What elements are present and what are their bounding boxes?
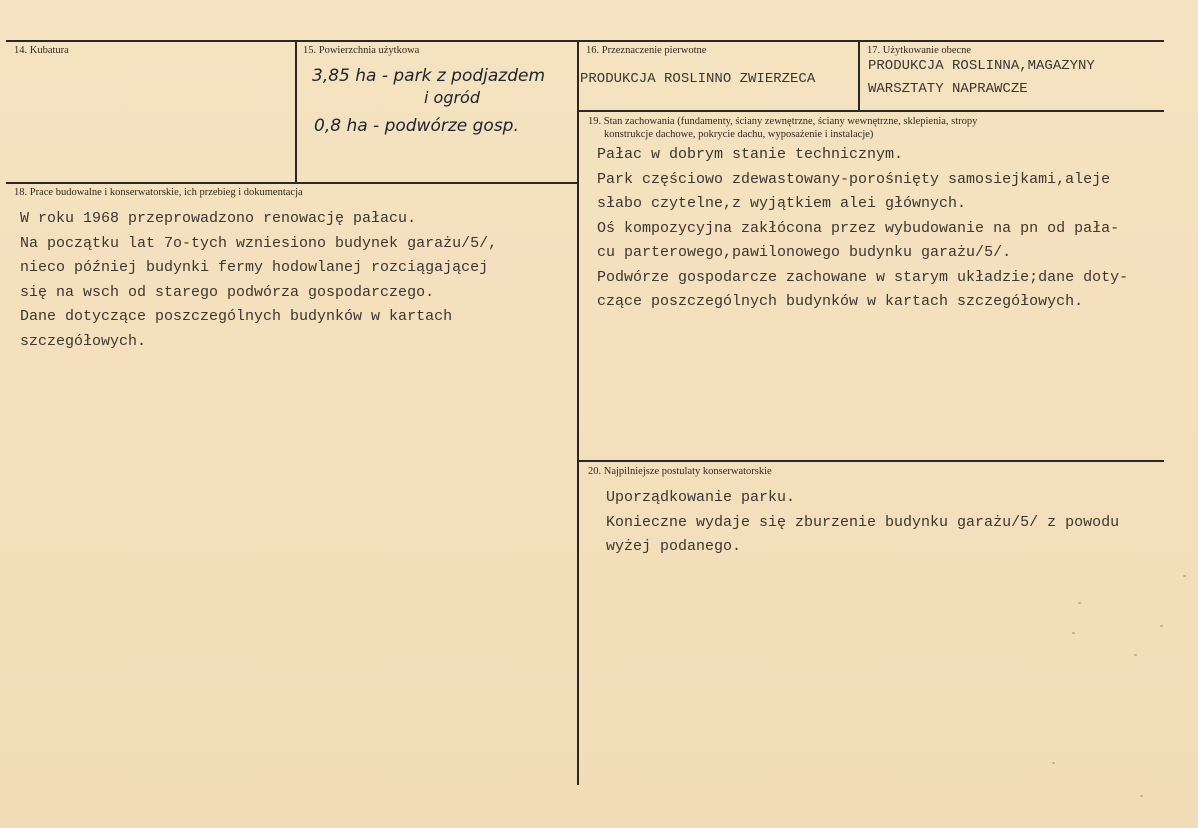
top-rule [6,40,1164,42]
field-15-label: 15. Powierzchnia użytkowa [303,45,420,56]
field-16-label: 16. Przeznaczenie pierwotne [586,45,707,56]
field-18-line: szczegółowych. [20,332,147,350]
field-18-text [20,207,497,354]
field-20-line: Uporządkowanie parku. [606,489,796,506]
field-20-line: wyżej podanego. [606,538,742,555]
field-18-line: się na wsch od starego podwórza gospodarczego. [20,283,435,301]
field-19-label-line1: 19. Stan zachowania (fundamenty, ściany zewnętrzne, ściany wewnętrzne, sklepienia, stropy [588,116,978,127]
rule-left-mid [6,182,578,184]
field-20-label: 20. Najpilniejsze postulaty konserwatorskie [588,466,772,477]
field-18-label: 18. Prace budowalne i konserwatorskie, ich przebieg i dokumentacja [14,187,303,198]
field-18-line: W roku 1968 przeprowadzono renowację pałacu. [20,210,417,227]
field-19-line: czące poszczególnych budynków w kartach szczegółowych. [597,293,1084,310]
field-17-line2: WARSZTATY NAPRAWCZE [868,81,1028,97]
divider-center [577,40,579,785]
field-18-line: nieco później budynki fermy hodowlanej rozciągającej [20,259,489,276]
field-19-line: słabo czytelne,z wyjątkiem alei głównych. [597,195,967,212]
field-19-text [597,143,1128,315]
paper-speck [1134,654,1137,656]
rule-right-lower [578,460,1164,462]
field-19-label-line2: konstrukcje dachowe, pokrycie dachu, wyposażenie i instalacje) [604,129,874,140]
paper-speck [1140,795,1143,797]
paper-speck [1072,632,1075,634]
field-15-handwriting-line2: i ogród [424,88,480,107]
field-19-line: Podwórze gospodarcze zachowane w starym układzie;dane doty- [597,268,1129,286]
paper-speck [1078,602,1081,604]
field-19-line: Park częściowo zdewastowany-porośnięty samosiejkami,aleje [597,170,1111,188]
field-18-line: Dane dotyczące poszczególnych budynków w kartach [20,308,453,325]
field-14-label: 14. Kubatura [14,45,69,56]
field-16-value: PRODUKCJA ROSLINNO ZWIERZECA [580,71,816,87]
field-20-text [606,486,1119,560]
field-20-line: Konieczne wydaje się zburzenie budynku garażu/5/ z powodu [606,513,1120,531]
paper-speck [1052,762,1055,764]
paper-speck [1183,575,1186,577]
field-15-handwriting-line1: 3,85 ha - park z podjazdem [312,66,546,86]
field-17-label: 17. Użytkowanie obecne [867,45,972,56]
field-15-handwriting-line3: 0,8 ha - podwórze gosp. [314,116,519,136]
divider-17 [858,40,860,111]
divider-15 [295,40,297,183]
field-19-line: cu parterowego,pawilonowego budynku garażu/5/. [597,244,1012,261]
field-17-line1: PRODUKCJA ROSLINNA,MAGAZYNY [868,58,1095,74]
paper-speck [1160,625,1163,627]
field-19-line: Pałac w dobrym stanie technicznym. [597,146,904,163]
rule-right-upper [578,110,1164,112]
field-19-line: Oś kompozycyjna zakłócona przez wybudowanie na pn od pała- [597,219,1120,237]
field-18-line: Na początku lat 7o-tych wzniesiono budynek garażu/5/, [20,234,498,252]
